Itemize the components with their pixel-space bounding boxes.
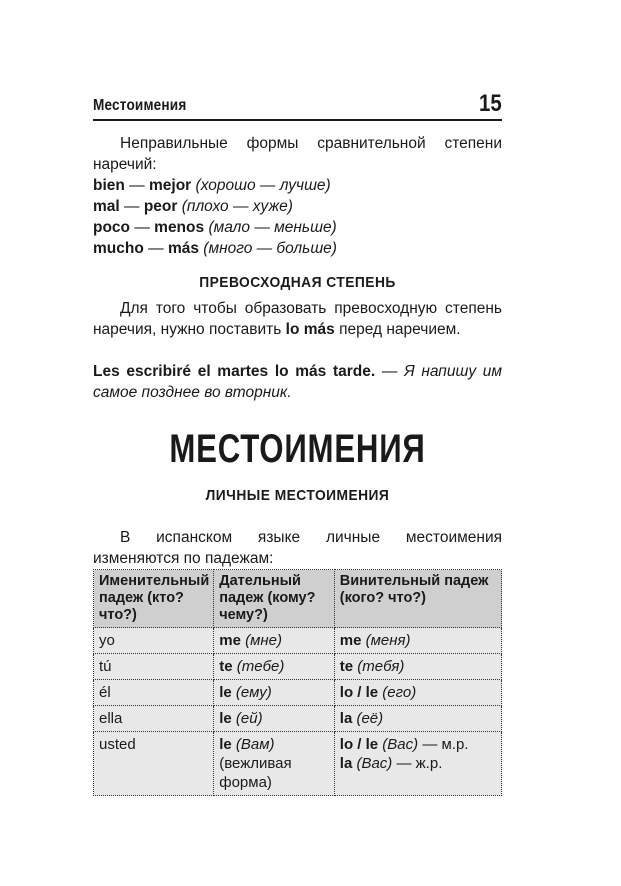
list-item: poco — menos (мало — меньше) (93, 219, 337, 236)
header-nominative: Именительный падеж (кто? что?) (94, 570, 214, 628)
cell-accusative: la (её) (334, 706, 501, 732)
table-row (94, 732, 502, 796)
cell-dative: me (мне) (214, 628, 335, 654)
cell-accusative: lo / le (его) (334, 680, 501, 706)
page-number: 15 (479, 90, 502, 117)
pronoun-table (93, 569, 502, 796)
superlative-heading: ПРЕВОСХОДНАЯ СТЕПЕНЬ (199, 274, 396, 291)
table-header-row (94, 570, 502, 628)
list-item: mucho — más (много — больше) (93, 240, 337, 257)
header-dative: Дательный падеж (кому? чему?) (214, 570, 335, 628)
cell-accusative: lo / le (Вас) — м.р. la (Вас) — ж.р. (334, 732, 501, 796)
section-title: МЕСТОИМЕНИЯ (169, 427, 426, 471)
table-row (94, 654, 502, 680)
running-header-title: Местоимения (93, 97, 187, 114)
table-row (94, 706, 502, 732)
superlative-paragraph: Для того чтобы образовать превосходную степень наречия, нужно поставить lo más перед наречием. (93, 300, 502, 338)
header-rule (93, 119, 502, 121)
cell-nominative: ella (94, 706, 214, 732)
cell-nominative: yo (94, 628, 214, 654)
header-accusative: Винительный падеж (кого? что?) (334, 570, 501, 628)
irregular-list (93, 175, 502, 259)
cell-accusative: te (тебя) (334, 654, 501, 680)
table-row (94, 680, 502, 706)
list-item: mal — peor (плохо — хуже) (93, 198, 293, 215)
cell-dative: le (Вам) (вежливая форма) (214, 732, 335, 796)
cell-dative: te (тебе) (214, 654, 335, 680)
cell-dative: le (ему) (214, 680, 335, 706)
section-intro: В испанском языке личные местоимения изменяются по падежам: (93, 529, 502, 567)
cell-accusative: me (меня) (334, 628, 501, 654)
cell-nominative: él (94, 680, 214, 706)
cell-dative: le (ей) (214, 706, 335, 732)
table-row (94, 628, 502, 654)
irregular-intro: Неправильные формы сравнительной степени наречий: (93, 135, 502, 173)
superlative-example: Les escribiré el martes lo más tarde. — Я напишу им самое позднее во вторник. (93, 363, 502, 401)
list-item: bien — mejor (хорошо — лучше) (93, 177, 331, 194)
cell-nominative: tú (94, 654, 214, 680)
section-subtitle: ЛИЧНЫЕ МЕСТОИМЕНИЯ (205, 487, 390, 504)
cell-nominative: usted (94, 732, 214, 796)
